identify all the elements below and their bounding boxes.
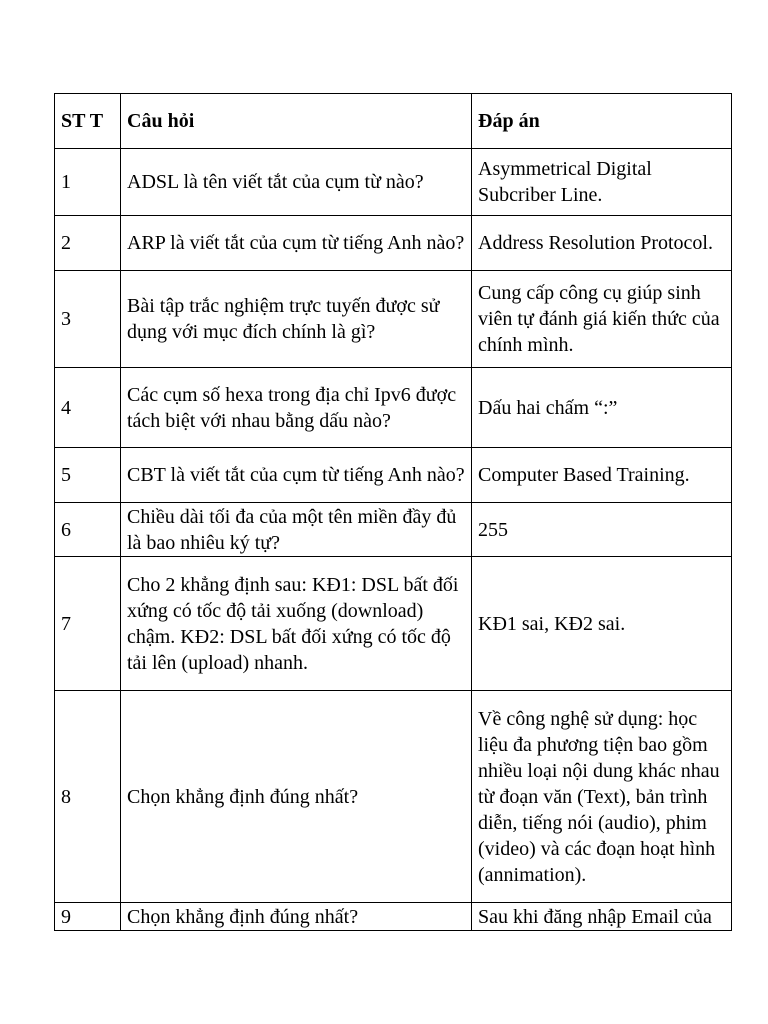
qa-table (54, 93, 732, 931)
row-number: 5 (55, 448, 121, 503)
question-cell: Chiều dài tối đa của một tên miền đầy đủ là bao nhiêu ký tự? (121, 503, 472, 557)
header-answer: Đáp án (472, 94, 732, 149)
question-cell: ADSL là tên viết tắt của cụm từ nào? (121, 149, 472, 216)
row-number: 1 (55, 149, 121, 216)
header-question: Câu hỏi (121, 94, 472, 149)
question-cell: Cho 2 khẳng định sau: KĐ1: DSL bất đối xứng có tốc độ tải xuống (download) chậm. KĐ2: DSL bất đối xứng có tốc độ tải lên (upload) nhanh. (121, 557, 472, 691)
table-row (55, 368, 732, 448)
question-cell: Chọn khẳng định đúng nhất? (121, 691, 472, 903)
answer-cell: Address Resolution Protocol. (472, 216, 732, 271)
answer-cell: 255 (472, 503, 732, 557)
row-number: 4 (55, 368, 121, 448)
answer-cell: Cung cấp công cụ giúp sinh viên tự đánh giá kiến thức của chính mình. (472, 271, 732, 368)
table-row (55, 691, 732, 903)
question-cell: ARP là viết tắt của cụm từ tiếng Anh nào? (121, 216, 472, 271)
row-number: 3 (55, 271, 121, 368)
table-row (55, 503, 732, 557)
row-number: 7 (55, 557, 121, 691)
question-cell: CBT là viết tắt của cụm từ tiếng Anh nào? (121, 448, 472, 503)
answer-cell: Dấu hai chấm “:” (472, 368, 732, 448)
row-number: 2 (55, 216, 121, 271)
question-cell: Bài tập trắc nghiệm trực tuyến được sử dụng với mục đích chính là gì? (121, 271, 472, 368)
header-row (55, 94, 732, 149)
answer-cell: Về công nghệ sử dụng: học liệu đa phương tiện bao gồm nhiều loại nội dung khác nhau từ đoạn văn (Text), bản trình diễn, tiếng nói (audio), phim (video) và các đoạn hoạt hình (annimation). (472, 691, 732, 903)
table-row (55, 271, 732, 368)
table-row (55, 903, 732, 931)
answer-cell: Asymmetrical Digital Subcriber Line. (472, 149, 732, 216)
question-cell: Các cụm số hexa trong địa chỉ Ipv6 được tách biệt với nhau bằng dấu nào? (121, 368, 472, 448)
answer-cell: Computer Based Training. (472, 448, 732, 503)
table-row (55, 448, 732, 503)
row-number: 9 (55, 903, 121, 931)
table-row (55, 149, 732, 216)
table-row (55, 557, 732, 691)
header-stt: ST T (55, 94, 121, 149)
answer-cell: KĐ1 sai, KĐ2 sai. (472, 557, 732, 691)
table-row (55, 216, 732, 271)
answer-cell: Sau khi đăng nhập Email của (472, 903, 732, 931)
row-number: 8 (55, 691, 121, 903)
row-number: 6 (55, 503, 121, 557)
question-cell: Chọn khẳng định đúng nhất? (121, 903, 472, 931)
